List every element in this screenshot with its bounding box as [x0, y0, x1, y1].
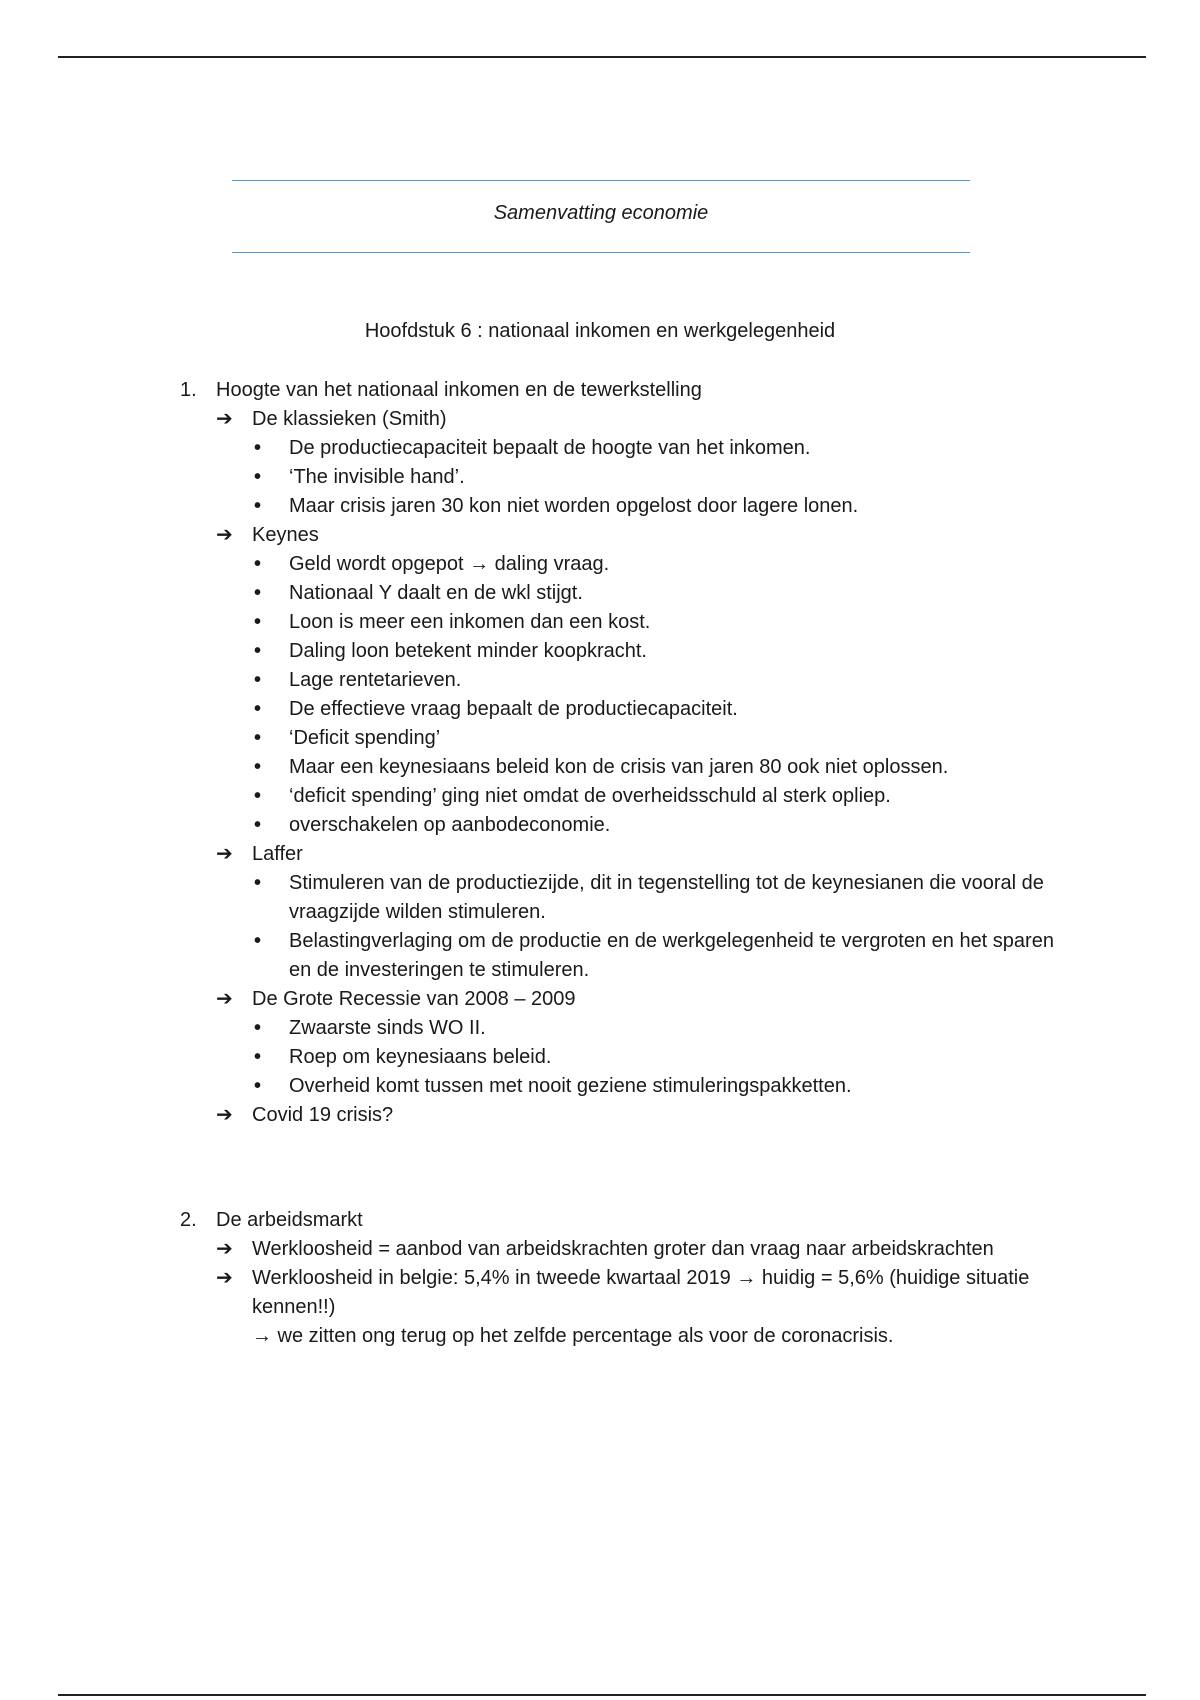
- section-1: [180, 376, 1060, 1130]
- bullet-icon: •: [254, 611, 262, 633]
- bullet-item: • ‘deficit spending’ ging niet omdat de overheidsschuld al sterk opliep.: [180, 782, 1060, 811]
- bullet-list: [180, 1014, 1060, 1101]
- bullet-icon: •: [254, 437, 262, 459]
- arrow-item: [180, 1235, 1060, 1264]
- bullet-icon: •: [254, 727, 262, 749]
- bullet-item: • Loon is meer een inkomen dan een kost.: [180, 608, 1060, 637]
- arrow-item: [180, 1264, 1060, 1322]
- bullet-icon: •: [254, 814, 262, 836]
- bullet-item: • Maar crisis jaren 30 kon niet worden opgelost door lagere lonen.: [180, 492, 1060, 521]
- bullet-icon: •: [254, 466, 262, 488]
- bullet-item: • Nationaal Y daalt en de wkl stijgt.: [180, 579, 1060, 608]
- bullet-icon: •: [254, 930, 262, 952]
- bullet-icon: •: [254, 756, 262, 778]
- bullet-item: • Lage rentetarieven.: [180, 666, 1060, 695]
- bullet-item: • De effectieve vraag bepaalt de productiecapaciteit.: [180, 695, 1060, 724]
- arrow-right-icon: ➔: [216, 843, 233, 865]
- title-top-rule: [232, 180, 970, 181]
- arrow-item: [180, 840, 1060, 869]
- bullet-item: • ‘The invisible hand’.: [180, 463, 1060, 492]
- arrow-item: [180, 521, 1060, 550]
- page-top-rule: [58, 56, 1146, 58]
- arrow-right-icon: ➔: [216, 1104, 233, 1126]
- arrow-right-icon: ➔: [216, 524, 233, 546]
- bullet-icon: •: [254, 698, 262, 720]
- bullet-item: • ‘Deficit spending’: [180, 724, 1060, 753]
- bullet-icon: •: [254, 553, 262, 575]
- bullet-item: • Daling loon betekent minder koopkracht.: [180, 637, 1060, 666]
- bullet-list: [180, 434, 1060, 521]
- bullet-list: [180, 550, 1060, 840]
- bullet-icon: •: [254, 1075, 262, 1097]
- section-2: [180, 1206, 1060, 1351]
- bullet-icon: •: [254, 640, 262, 662]
- bullet-icon: •: [254, 582, 262, 604]
- arrow-item-label: De Grote Recessie van 2008 – 2009: [252, 988, 576, 1010]
- arrow-item: [180, 1101, 1060, 1130]
- bullet-icon: •: [254, 1017, 262, 1039]
- bullet-item: • overschakelen op aanbodeconomie.: [180, 811, 1060, 840]
- title-bottom-rule: [232, 252, 970, 253]
- bullet-item: • Belastingverlaging om de productie en de werkgelegenheid te vergroten en het sparen en de investeringen te stimuleren.: [180, 927, 1060, 985]
- section-1-heading: [180, 376, 1060, 405]
- arrow-item-label: Keynes: [252, 524, 319, 546]
- bullet-list: [180, 869, 1060, 985]
- chapter-heading: Hoofdstuk 6 : nationaal inkomen en werkgelegenheid: [364, 320, 836, 342]
- section-title: De arbeidsmarkt: [216, 1209, 363, 1231]
- bullet-icon: •: [254, 669, 262, 691]
- bullet-icon: •: [254, 785, 262, 807]
- arrow-item: [180, 985, 1060, 1014]
- arrow-right-icon: ➔: [216, 1267, 233, 1289]
- bullet-item: • Overheid komt tussen met nooit geziene stimuleringspakketten.: [180, 1072, 1060, 1101]
- bullet-icon: •: [254, 872, 262, 894]
- document-title: Samenvatting economie: [493, 202, 709, 224]
- bullet-item: • Zwaarste sinds WO II.: [180, 1014, 1060, 1043]
- bullet-item: • Roep om keynesiaans beleid.: [180, 1043, 1060, 1072]
- bullet-icon: •: [254, 495, 262, 517]
- bullet-item: • Geld wordt opgepot → daling vraag.: [180, 550, 1060, 579]
- arrow-item: [180, 405, 1060, 434]
- section-2-heading: [180, 1206, 1060, 1235]
- bullet-item: • De productiecapaciteit bepaalt de hoogte van het inkomen.: [180, 434, 1060, 463]
- section-note: → we zitten ong terug op het zelfde percentage als voor de coronacrisis.: [252, 1325, 894, 1347]
- arrow-item-label: De klassieken (Smith): [252, 408, 447, 430]
- page-bottom-rule: [58, 1694, 1146, 1696]
- arrow-item-label: Covid 19 crisis?: [252, 1104, 394, 1126]
- section-title: Hoogte van het nationaal inkomen en de tewerkstelling: [216, 379, 702, 401]
- bullet-item: • Stimuleren van de productiezijde, dit in tegenstelling tot de keynesianen die vooral de vraagzijde wilden stimuleren.: [180, 869, 1060, 927]
- arrow-item-label: Laffer: [252, 843, 303, 865]
- section-number: 1.: [180, 379, 197, 401]
- bullet-item: • Maar een keynesiaans beleid kon de crisis van jaren 80 ook niet oplossen.: [180, 753, 1060, 782]
- arrow-right-icon: ➔: [216, 1238, 233, 1260]
- arrow-item-label: Werkloosheid = aanbod van arbeidskrachten groter dan vraag naar arbeidskrachten: [252, 1238, 994, 1260]
- arrow-right-icon: ➔: [216, 988, 233, 1010]
- arrow-right-icon: ➔: [216, 408, 233, 430]
- arrow-item-label: Werkloosheid in belgie: 5,4% in tweede kwartaal 2019 → huidig = 5,6% (huidige situatie kennen!!): [252, 1267, 1030, 1318]
- section-number: 2.: [180, 1209, 197, 1231]
- bullet-icon: •: [254, 1046, 262, 1068]
